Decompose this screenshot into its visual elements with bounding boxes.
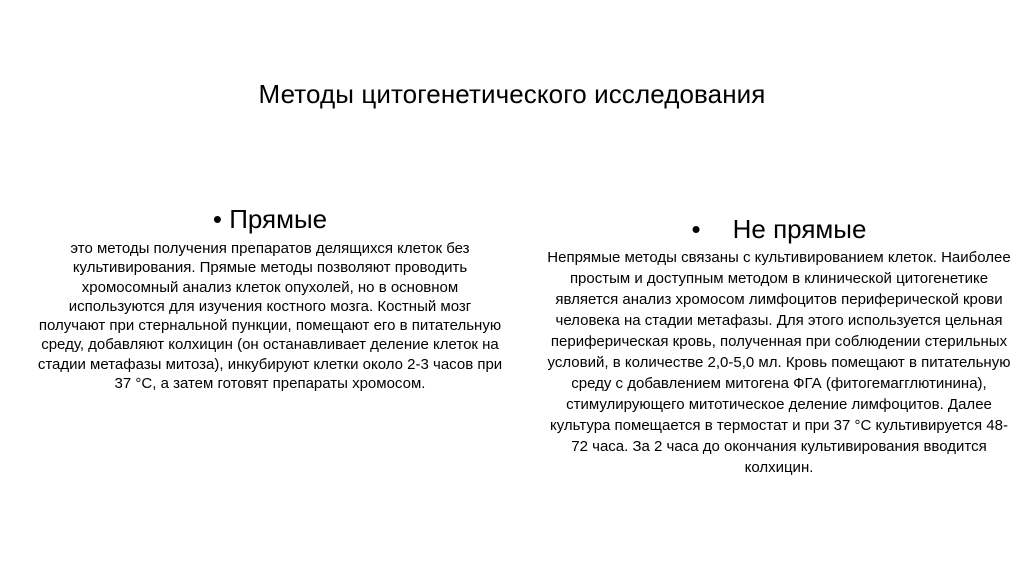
direct-methods-description: это методы получения препаратов делящихся клеток без культивирования. Прямые методы позволяют проводить хромосомный анализ клеток опухолей, но в основном используются для изучения костного мозга. Костный мозг получают при стернальной пункции, помещают его в питательную среду, добавляют колхицин (он останавливает деление клеток на стадии метафазы митоза), инкубируют клетки около 2-3 часов при 37 °С, а затем готовят препараты хромосом. — [37, 240, 503, 393]
bullet-icon: • — [212, 204, 222, 234]
direct-methods-heading — [20, 204, 520, 234]
direct-methods-heading-text: Прямые — [229, 204, 328, 234]
bullet-icon: • — [691, 214, 701, 244]
direct-methods-column — [20, 204, 520, 393]
indirect-methods-description: Непрямые методы связаны с культивированием клеток. Наиболее простым и доступным методом в клинической цитогенетике является анализ хромосом лимфоцитов периферической крови человека на стадии метафазы. Для этого используется цельная периферическая кровь, полученная при соблюдении стерильных условий, в количестве 2,0-5,0 мл. Кровь помещают в питательную среду с добавлением митогена ФГА (фитогемагглютинина), стимулирующего митотическое деление лимфоцитов. Далее культура помещается в термостат и при 37 °С культивируется 48-72 часа. За 2 часа до окончания культивирования вводится колхицин. — [547, 249, 1011, 476]
indirect-methods-heading — [532, 212, 1024, 246]
indirect-methods-column — [532, 212, 1024, 478]
indirect-methods-heading-text: Не прямые — [732, 214, 867, 244]
slide-title: Методы цитогенетического исследования — [258, 79, 766, 109]
